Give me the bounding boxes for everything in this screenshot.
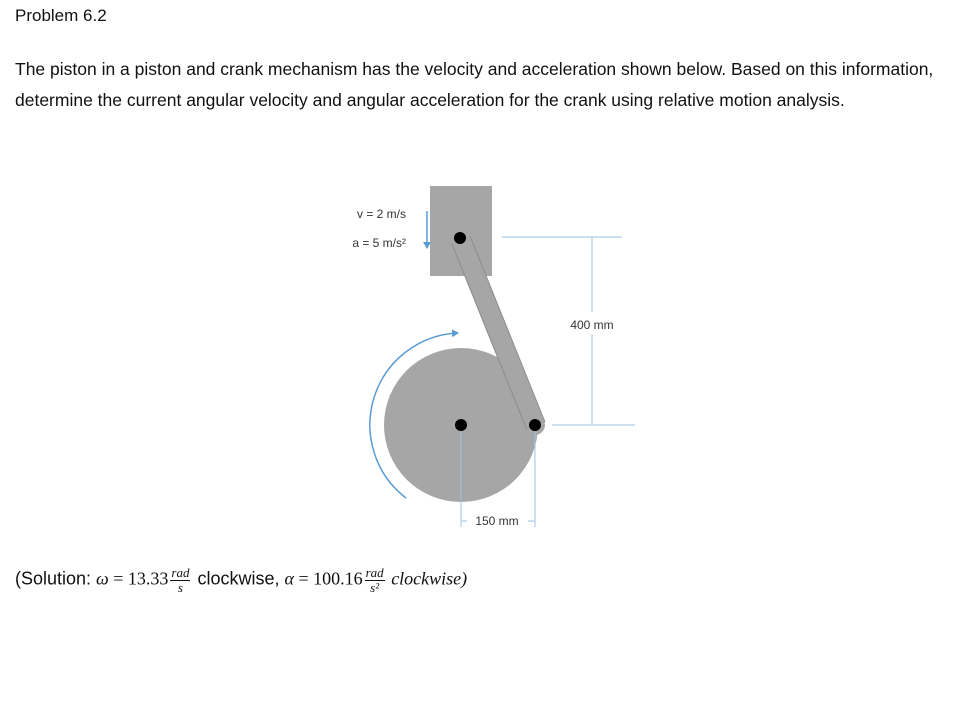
velocity-label: v = 2 m/s	[356, 207, 406, 221]
solution-line	[15, 566, 467, 595]
omega-unit	[170, 566, 190, 595]
piston-pin	[454, 232, 466, 244]
acceleration-label: a = 5 m/s²	[352, 236, 406, 250]
omega-direction: clockwise,	[192, 568, 285, 589]
radius-dimension-label: 150 mm	[475, 514, 519, 528]
alpha-symbol: α	[284, 568, 294, 589]
crank-pin	[529, 419, 541, 431]
solution-open: (Solution:	[15, 568, 97, 589]
alpha-direction: clockwise)	[386, 568, 468, 589]
alpha-value: 100.16	[313, 568, 363, 589]
alpha-unit-denominator: s²	[370, 580, 380, 595]
omega-symbol: ω	[96, 568, 109, 589]
problem-statement: The piston in a piston and crank mechanism has the velocity and acceleration shown below. Based on this information, determine the current angular velocity and angular acceleration for the crank using relative motion analysis.	[15, 59, 934, 110]
omega-unit-numerator: rad	[171, 565, 190, 580]
omega-value: 13.33	[127, 568, 169, 589]
alpha-unit	[365, 566, 385, 595]
omega-unit-denominator: s	[177, 580, 183, 595]
problem-heading: Problem 6.2	[15, 6, 107, 25]
omega-equals: =	[108, 568, 128, 589]
height-dimension-label: 400 mm	[570, 318, 614, 332]
alpha-equals: =	[293, 568, 314, 589]
crank-center-pin	[455, 419, 467, 431]
alpha-unit-numerator: rad	[365, 565, 384, 580]
